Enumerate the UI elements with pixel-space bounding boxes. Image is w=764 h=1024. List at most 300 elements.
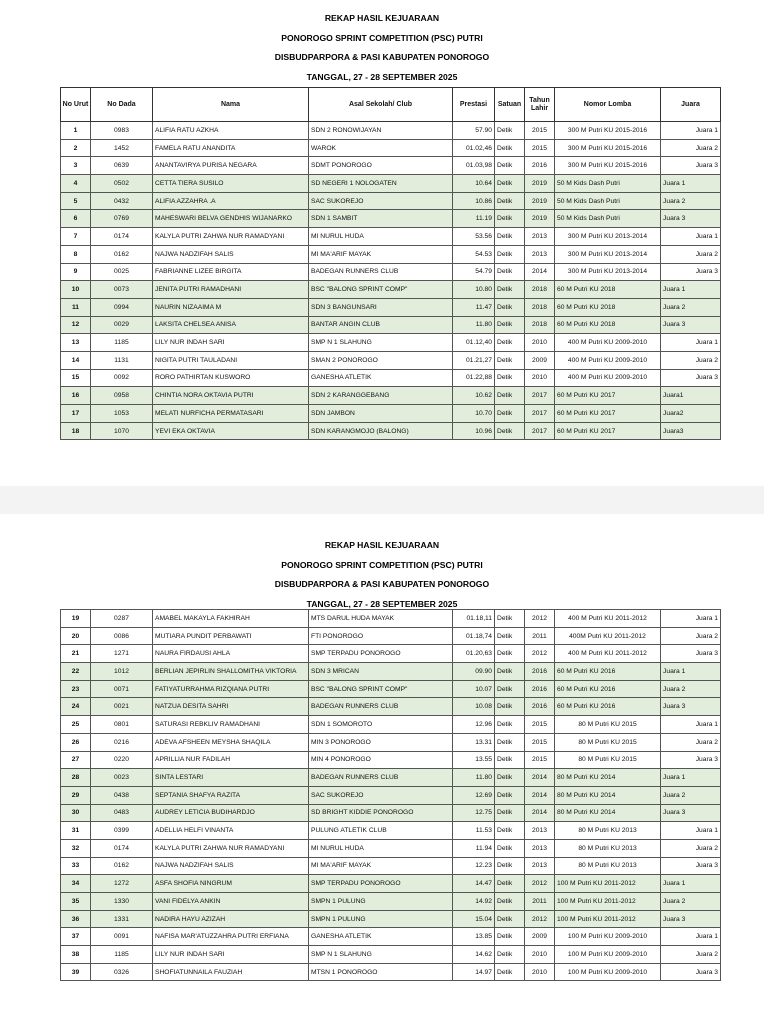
cell-nama: RORO PATHIRTAN KUSWORO	[153, 369, 309, 387]
cell-asal: SDN 2 KARANGGEBANG	[309, 387, 453, 405]
cell-asal: SDN 1 SOMOROTO	[309, 716, 453, 734]
table-row	[61, 122, 721, 140]
cell-no: 36	[61, 910, 91, 928]
cell-prestasi: 12.75	[453, 804, 495, 822]
cell-prestasi: 01.02,46	[453, 139, 495, 157]
cell-nomor-lomba: 300 M Putri KU 2015-2016	[555, 122, 661, 140]
cell-juara: Juara 1	[661, 928, 721, 946]
cell-no: 1	[61, 122, 91, 140]
cell-nomor-lomba: 400 M Putri KU 2009-2010	[555, 351, 661, 369]
table-row	[61, 893, 721, 911]
cell-juara: Juara 3	[661, 369, 721, 387]
cell-juara: Juara 2	[661, 298, 721, 316]
cell-tahun-lahir: 2012	[525, 610, 555, 628]
cell-no-dada: 0801	[91, 716, 153, 734]
cell-no: 17	[61, 405, 91, 423]
cell-no-dada: 1185	[91, 334, 153, 352]
cell-prestasi: 54.53	[453, 245, 495, 263]
cell-satuan: Detik	[495, 316, 525, 334]
cell-tahun-lahir: 2013	[525, 857, 555, 875]
cell-nomor-lomba: 100 M Putri KU 2011-2012	[555, 875, 661, 893]
cell-nomor-lomba: 80 M Putri KU 2014	[555, 786, 661, 804]
cell-nama: ANANTAVIRYA PURISA NEGARA	[153, 157, 309, 175]
cell-prestasi: 11.19	[453, 210, 495, 228]
table-row	[61, 139, 721, 157]
cell-tahun-lahir: 2016	[525, 680, 555, 698]
cell-satuan: Detik	[495, 663, 525, 681]
cell-nama: AUDREY LETICIA BUDIHARDJO	[153, 804, 309, 822]
table-row	[61, 228, 721, 246]
cell-tahun-lahir: 2013	[525, 245, 555, 263]
cell-tahun-lahir: 2019	[525, 210, 555, 228]
cell-tahun-lahir: 2013	[525, 822, 555, 840]
cell-juara: Juara 2	[661, 839, 721, 857]
cell-satuan: Detik	[495, 157, 525, 175]
cell-nama: JENITA PUTRI RAMADHANI	[153, 281, 309, 299]
cell-no: 13	[61, 334, 91, 352]
cell-no: 34	[61, 875, 91, 893]
cell-asal: SDN 3 BANGUNSARI	[309, 298, 453, 316]
cell-tahun-lahir: 2010	[525, 963, 555, 981]
cell-prestasi: 11.53	[453, 822, 495, 840]
table-row	[61, 405, 721, 423]
cell-asal: SMP TERPADU PONOROGO	[309, 875, 453, 893]
cell-juara: Juara 1	[661, 663, 721, 681]
cell-juara: Juara 3	[661, 316, 721, 334]
cell-juara: Juara 1	[661, 281, 721, 299]
cell-asal: SMP N 1 SLAHUNG	[309, 334, 453, 352]
cell-satuan: Detik	[495, 839, 525, 857]
cell-asal: WAROK	[309, 139, 453, 157]
table-row	[61, 298, 721, 316]
cell-nama: CHINTIA NORA OKTAVIA PUTRI	[153, 387, 309, 405]
cell-juara: Juara 2	[661, 786, 721, 804]
cell-juara: Juara 1	[661, 228, 721, 246]
cell-satuan: Detik	[495, 804, 525, 822]
cell-satuan: Detik	[495, 387, 525, 405]
cell-prestasi: 12.96	[453, 716, 495, 734]
cell-juara: Juara 1	[661, 334, 721, 352]
cell-no-dada: 0287	[91, 610, 153, 628]
cell-satuan: Detik	[495, 369, 525, 387]
table-row	[61, 769, 721, 787]
cell-no-dada: 0483	[91, 804, 153, 822]
heading-organizer: DISBUDPARPORA & PASI KABUPATEN PONOROGO	[274, 52, 490, 62]
cell-nama: MAHESWARI BELVA GENDHIS WIJANARKO	[153, 210, 309, 228]
cell-nama: NAJWA NADZIFAH SALIS	[153, 245, 309, 263]
cell-nama: SATURASI REBKLIV RAMADHANI	[153, 716, 309, 734]
table-row	[61, 387, 721, 405]
cell-no-dada: 0162	[91, 857, 153, 875]
cell-tahun-lahir: 2016	[525, 698, 555, 716]
cell-tahun-lahir: 2012	[525, 875, 555, 893]
cell-nama: CETTA TIERA SUSILO	[153, 175, 309, 193]
cell-no-dada: 0399	[91, 822, 153, 840]
cell-no: 24	[61, 698, 91, 716]
cell-nomor-lomba: 50 M Kids Dash Putri	[555, 175, 661, 193]
cell-juara: Juara 3	[661, 263, 721, 281]
cell-nomor-lomba: 400M Putri KU 2011-2012	[555, 627, 661, 645]
cell-nomor-lomba: 60 M Putri KU 2018	[555, 298, 661, 316]
col-header-juara: Juara	[661, 88, 721, 122]
cell-no-dada: 0023	[91, 769, 153, 787]
col-header-nama: Nama	[153, 88, 309, 122]
cell-nama: NIGITA PUTRI TAULADANI	[153, 351, 309, 369]
cell-prestasi: 01.18,74	[453, 627, 495, 645]
cell-no: 22	[61, 663, 91, 681]
cell-satuan: Detik	[495, 422, 525, 440]
cell-tahun-lahir: 2016	[525, 663, 555, 681]
col-header-satuan: Satuan	[495, 88, 525, 122]
results-table-body	[61, 122, 721, 440]
cell-tahun-lahir: 2017	[525, 405, 555, 423]
cell-asal: MTSN 1 PONOROGO	[309, 963, 453, 981]
cell-prestasi: 11.80	[453, 316, 495, 334]
cell-satuan: Detik	[495, 334, 525, 352]
cell-nama: FATIYATURRAHMA RIZQIANA PUTRI	[153, 680, 309, 698]
cell-no-dada: 0071	[91, 680, 153, 698]
cell-no-dada: 1271	[91, 645, 153, 663]
cell-no: 28	[61, 769, 91, 787]
cell-tahun-lahir: 2013	[525, 228, 555, 246]
cell-juara: Juara 3	[661, 857, 721, 875]
table-row	[61, 733, 721, 751]
cell-tahun-lahir: 2014	[525, 786, 555, 804]
cell-asal: MIN 3 PONOROGO	[309, 733, 453, 751]
results-table	[60, 609, 721, 981]
cell-juara: Juara 3	[661, 157, 721, 175]
cell-satuan: Detik	[495, 928, 525, 946]
heading-event: PONOROGO SPRINT COMPETITION (PSC) PUTRI	[281, 559, 483, 570]
cell-asal: SDN 2 RONOWIJAYAN	[309, 122, 453, 140]
cell-satuan: Detik	[495, 192, 525, 210]
cell-no-dada: 0958	[91, 387, 153, 405]
table-header-row	[61, 88, 721, 122]
cell-nomor-lomba: 400 M Putri KU 2009-2010	[555, 369, 661, 387]
cell-satuan: Detik	[495, 769, 525, 787]
table-row	[61, 751, 721, 769]
cell-nomor-lomba: 80 M Putri KU 2014	[555, 769, 661, 787]
heading-date: TANGGAL, 27 - 28 SEPTEMBER 2025	[306, 71, 458, 82]
cell-prestasi: 13.31	[453, 733, 495, 751]
cell-nomor-lomba: 60 M Putri KU 2018	[555, 316, 661, 334]
cell-satuan: Detik	[495, 680, 525, 698]
cell-asal: MTS DARUL HUDA MAYAK	[309, 610, 453, 628]
cell-satuan: Detik	[495, 910, 525, 928]
cell-nomor-lomba: 300 M Putri KU 2013-2014	[555, 245, 661, 263]
cell-juara: Juara 2	[661, 627, 721, 645]
cell-nomor-lomba: 80 M Putri KU 2014	[555, 804, 661, 822]
table-row	[61, 698, 721, 716]
cell-tahun-lahir: 2015	[525, 122, 555, 140]
cell-no-dada: 1452	[91, 139, 153, 157]
cell-satuan: Detik	[495, 645, 525, 663]
cell-prestasi: 10.86	[453, 192, 495, 210]
heading-event: PONOROGO SPRINT COMPETITION (PSC) PUTRI	[281, 32, 483, 43]
cell-no: 10	[61, 281, 91, 299]
cell-juara: Juara 1	[661, 610, 721, 628]
table-row	[61, 627, 721, 645]
cell-no: 3	[61, 157, 91, 175]
cell-asal: BADEGAN RUNNERS CLUB	[309, 769, 453, 787]
cell-prestasi: 10.70	[453, 405, 495, 423]
cell-no-dada: 0326	[91, 963, 153, 981]
cell-nomor-lomba: 100 M Putri KU 2009-2010	[555, 963, 661, 981]
cell-nama: LILY NUR INDAH SARI	[153, 946, 309, 964]
cell-nomor-lomba: 80 M Putri KU 2015	[555, 716, 661, 734]
table-row	[61, 963, 721, 981]
cell-prestasi: 12.69	[453, 786, 495, 804]
cell-no: 14	[61, 351, 91, 369]
cell-satuan: Detik	[495, 627, 525, 645]
cell-prestasi: 14.92	[453, 893, 495, 911]
cell-no-dada: 0502	[91, 175, 153, 193]
cell-juara: Juara 1	[661, 122, 721, 140]
cell-no-dada: 0021	[91, 698, 153, 716]
table-row	[61, 786, 721, 804]
cell-nama: SHOFIATUNNAILA FAUZIAH	[153, 963, 309, 981]
cell-satuan: Detik	[495, 610, 525, 628]
cell-nomor-lomba: 60 M Putri KU 2016	[555, 663, 661, 681]
cell-no-dada: 0216	[91, 733, 153, 751]
cell-juara: Juara 3	[661, 210, 721, 228]
cell-nama: LILY NUR INDAH SARI	[153, 334, 309, 352]
cell-asal: SMAN 2 PONOROGO	[309, 351, 453, 369]
cell-prestasi: 10.64	[453, 175, 495, 193]
cell-no: 29	[61, 786, 91, 804]
cell-asal: SMPN 1 PULUNG	[309, 910, 453, 928]
cell-nomor-lomba: 100 M Putri KU 2009-2010	[555, 946, 661, 964]
cell-juara: Juara 3	[661, 645, 721, 663]
heading-title: REKAP HASIL KEJUARAAN	[324, 540, 440, 550]
cell-no-dada: 0769	[91, 210, 153, 228]
cell-no: 37	[61, 928, 91, 946]
cell-no: 12	[61, 316, 91, 334]
cell-no-dada: 0086	[91, 627, 153, 645]
cell-nama: VANI FIDELYA ANKIN	[153, 893, 309, 911]
cell-juara: Juara 3	[661, 698, 721, 716]
cell-asal: SMP TERPADU PONOROGO	[309, 645, 453, 663]
cell-nama: NAJWA NADZIFAH SALIS	[153, 857, 309, 875]
cell-tahun-lahir: 2009	[525, 351, 555, 369]
document-heading	[0, 514, 764, 614]
cell-nama: LAKSITA CHELSEA ANISA	[153, 316, 309, 334]
cell-nama: NAFISA MAR'ATUZZAHRA PUTRI ERFIANA	[153, 928, 309, 946]
cell-tahun-lahir: 2015	[525, 716, 555, 734]
table-row	[61, 716, 721, 734]
cell-no: 20	[61, 627, 91, 645]
cell-no: 38	[61, 946, 91, 964]
cell-tahun-lahir: 2014	[525, 263, 555, 281]
cell-satuan: Detik	[495, 263, 525, 281]
cell-tahun-lahir: 2016	[525, 157, 555, 175]
cell-satuan: Detik	[495, 875, 525, 893]
cell-nomor-lomba: 60 M Putri KU 2016	[555, 698, 661, 716]
cell-asal: BADEGAN RUNNERS CLUB	[309, 263, 453, 281]
cell-nama: BERLIAN JEPIRLIN SHALLOMITHA VIKTORIA	[153, 663, 309, 681]
document-heading	[0, 0, 764, 87]
cell-asal: BANTAR ANGIN CLUB	[309, 316, 453, 334]
cell-nomor-lomba: 100 M Putri KU 2009-2010	[555, 928, 661, 946]
cell-asal: GANESHA ATLETIK	[309, 928, 453, 946]
cell-no-dada: 1331	[91, 910, 153, 928]
cell-asal: SAC SUKOREJO	[309, 192, 453, 210]
cell-asal: MIN 4 PONOROGO	[309, 751, 453, 769]
cell-satuan: Detik	[495, 228, 525, 246]
table-row	[61, 910, 721, 928]
cell-juara: Juara 2	[661, 946, 721, 964]
cell-prestasi: 14.97	[453, 963, 495, 981]
cell-nama: NADIRA HAYU AZIZAH	[153, 910, 309, 928]
cell-tahun-lahir: 2014	[525, 769, 555, 787]
cell-no: 11	[61, 298, 91, 316]
cell-nomor-lomba: 60 M Putri KU 2017	[555, 405, 661, 423]
cell-asal: SDN 1 SAMBIT	[309, 210, 453, 228]
cell-nama: FAMELA RATU ANANDITA	[153, 139, 309, 157]
cell-nama: AMABEL MAKAYLA FAKHIRAH	[153, 610, 309, 628]
cell-juara: Juara 1	[661, 875, 721, 893]
cell-satuan: Detik	[495, 210, 525, 228]
cell-no: 31	[61, 822, 91, 840]
cell-nama: SINTA LESTARI	[153, 769, 309, 787]
cell-asal: SMPN 1 PULUNG	[309, 893, 453, 911]
cell-no: 6	[61, 210, 91, 228]
table-row	[61, 369, 721, 387]
cell-satuan: Detik	[495, 946, 525, 964]
table-row	[61, 175, 721, 193]
cell-prestasi: 01.12,40	[453, 334, 495, 352]
results-table-body	[61, 610, 721, 981]
cell-nomor-lomba: 80 M Putri KU 2015	[555, 733, 661, 751]
cell-no-dada: 0983	[91, 122, 153, 140]
cell-no-dada: 1012	[91, 663, 153, 681]
cell-prestasi: 15.04	[453, 910, 495, 928]
cell-no: 8	[61, 245, 91, 263]
cell-nama: ADELLIA HELFI VINANTA	[153, 822, 309, 840]
cell-juara: Juara 1	[661, 175, 721, 193]
cell-satuan: Detik	[495, 963, 525, 981]
cell-asal: PULUNG ATLETIK CLUB	[309, 822, 453, 840]
cell-tahun-lahir: 2011	[525, 893, 555, 911]
cell-tahun-lahir: 2013	[525, 839, 555, 857]
heading-title: REKAP HASIL KEJUARAAN	[324, 13, 440, 23]
cell-juara: Juara 3	[661, 963, 721, 981]
cell-tahun-lahir: 2014	[525, 804, 555, 822]
cell-tahun-lahir: 2019	[525, 192, 555, 210]
cell-prestasi: 01.21,27	[453, 351, 495, 369]
heading-organizer: DISBUDPARPORA & PASI KABUPATEN PONOROGO	[274, 579, 490, 589]
cell-juara: Juara3	[661, 422, 721, 440]
cell-prestasi: 01.03,98	[453, 157, 495, 175]
cell-satuan: Detik	[495, 405, 525, 423]
cell-prestasi: 13.85	[453, 928, 495, 946]
cell-juara: Juara 2	[661, 245, 721, 263]
cell-asal: SDMT PONOROGO	[309, 157, 453, 175]
cell-juara: Juara 3	[661, 751, 721, 769]
cell-asal: SDN JAMBON	[309, 405, 453, 423]
cell-nomor-lomba: 300 M Putri KU 2013-2014	[555, 263, 661, 281]
cell-tahun-lahir: 2015	[525, 751, 555, 769]
cell-tahun-lahir: 2012	[525, 645, 555, 663]
cell-juara: Juara 2	[661, 139, 721, 157]
cell-satuan: Detik	[495, 298, 525, 316]
cell-satuan: Detik	[495, 281, 525, 299]
cell-asal: MI NURUL HUDA	[309, 839, 453, 857]
cell-no-dada: 0162	[91, 245, 153, 263]
cell-nama: NAURIN NIZAAIMA M	[153, 298, 309, 316]
cell-no-dada: 0174	[91, 228, 153, 246]
cell-nama: APRILLIA NUR FADILAH	[153, 751, 309, 769]
cell-tahun-lahir: 2019	[525, 175, 555, 193]
cell-juara: Juara 1	[661, 822, 721, 840]
cell-juara: Juara2	[661, 405, 721, 423]
cell-no-dada: 1272	[91, 875, 153, 893]
col-header-asal: Asal Sekolah/ Club	[309, 88, 453, 122]
cell-no-dada: 0220	[91, 751, 153, 769]
cell-satuan: Detik	[495, 698, 525, 716]
cell-no: 26	[61, 733, 91, 751]
table-row	[61, 281, 721, 299]
cell-satuan: Detik	[495, 893, 525, 911]
cell-no-dada: 0174	[91, 839, 153, 857]
cell-no-dada: 1185	[91, 946, 153, 964]
cell-no: 32	[61, 839, 91, 857]
cell-nama: KALYLA PUTRI ZAHWA NUR RAMADYANI	[153, 228, 309, 246]
cell-no: 15	[61, 369, 91, 387]
cell-prestasi: 10.08	[453, 698, 495, 716]
cell-satuan: Detik	[495, 733, 525, 751]
cell-juara: Juara 1	[661, 769, 721, 787]
table-row	[61, 245, 721, 263]
table-row	[61, 422, 721, 440]
cell-no-dada: 0994	[91, 298, 153, 316]
cell-tahun-lahir: 2018	[525, 298, 555, 316]
cell-asal: GANESHA ATLETIK	[309, 369, 453, 387]
table-row	[61, 946, 721, 964]
col-header-lomba: Nomor Lomba	[555, 88, 661, 122]
cell-asal: FTI PONOROGO	[309, 627, 453, 645]
cell-no: 5	[61, 192, 91, 210]
cell-nama: NATZUA DESITA SAHRI	[153, 698, 309, 716]
cell-nama: SEPTANIA SHAFYA RAZITA	[153, 786, 309, 804]
cell-nomor-lomba: 300 M Putri KU 2015-2016	[555, 139, 661, 157]
col-header-no: No Urut	[61, 88, 91, 122]
cell-prestasi: 01.22,88	[453, 369, 495, 387]
cell-nama: MELATI NURFICHA PERMATASARI	[153, 405, 309, 423]
cell-no-dada: 0025	[91, 263, 153, 281]
cell-asal: SDN 3 MRICAN	[309, 663, 453, 681]
cell-no: 2	[61, 139, 91, 157]
cell-asal: SAC SUKOREJO	[309, 786, 453, 804]
table-row	[61, 875, 721, 893]
cell-asal: SMP N 1 SLAHUNG	[309, 946, 453, 964]
cell-nomor-lomba: 100 M Putri KU 2011-2012	[555, 910, 661, 928]
cell-prestasi: 13.55	[453, 751, 495, 769]
cell-no: 19	[61, 610, 91, 628]
cell-prestasi: 10.80	[453, 281, 495, 299]
cell-prestasi: 01.18,11	[453, 610, 495, 628]
cell-no: 33	[61, 857, 91, 875]
cell-satuan: Detik	[495, 245, 525, 263]
cell-nomor-lomba: 400 M Putri KU 2009-2010	[555, 334, 661, 352]
cell-juara: Juara 3	[661, 804, 721, 822]
cell-nomor-lomba: 80 M Putri KU 2013	[555, 822, 661, 840]
cell-satuan: Detik	[495, 351, 525, 369]
cell-prestasi: 11.94	[453, 839, 495, 857]
cell-no: 4	[61, 175, 91, 193]
cell-no-dada: 0639	[91, 157, 153, 175]
cell-prestasi: 14.62	[453, 946, 495, 964]
